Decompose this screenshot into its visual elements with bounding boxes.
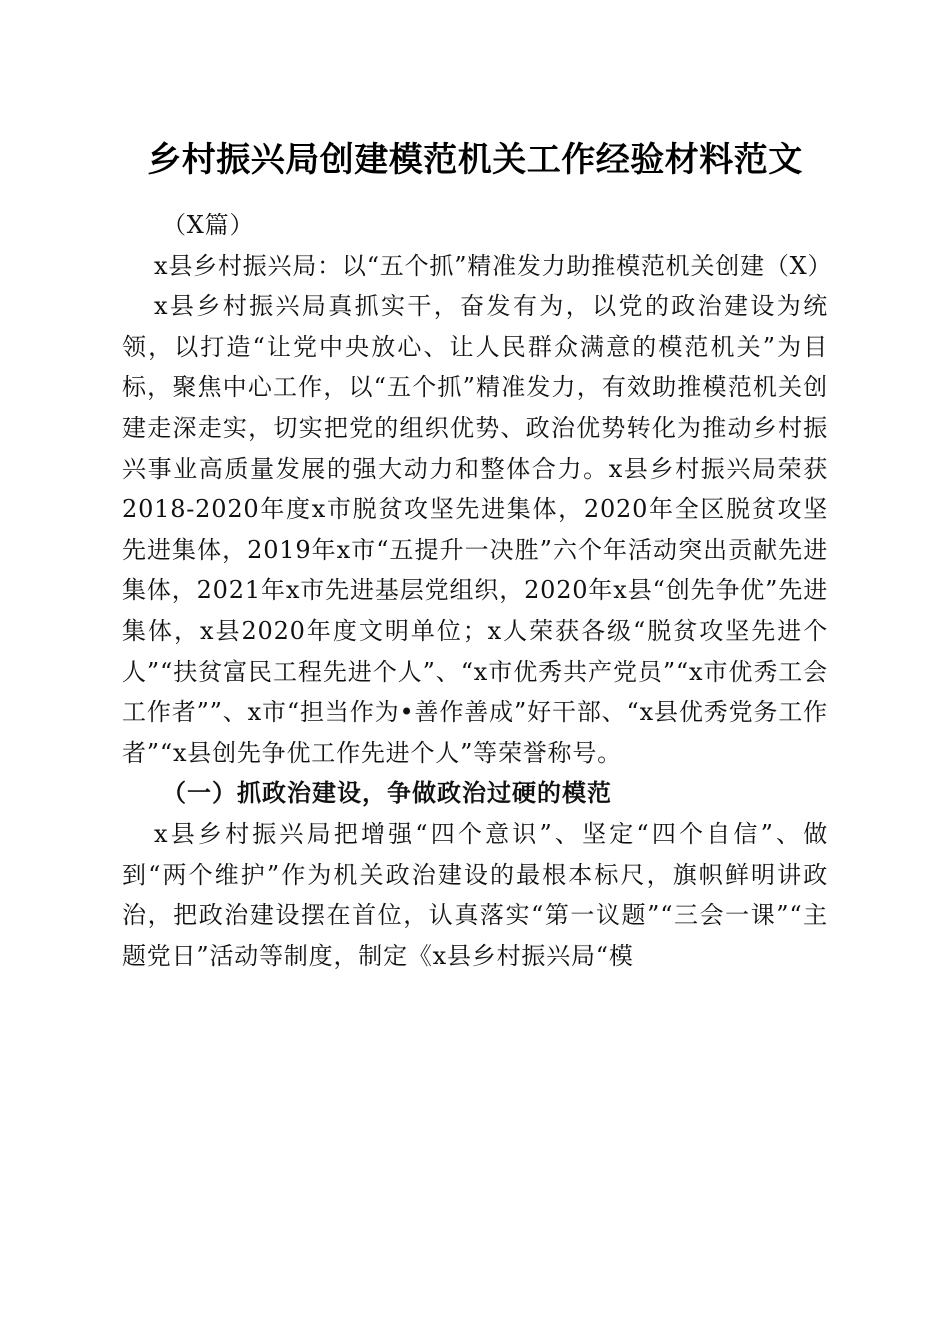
document-body — [122, 205, 833, 976]
section-heading: （一）抓政治建设，争做政治过硬的模范 — [162, 779, 612, 808]
document-title: 乡村振兴局创建模范机关工作经验材料范文 — [147, 140, 803, 180]
document-label: （X篇） — [162, 211, 255, 239]
intro-paragraph: x县乡村振兴局真抓实干，奋发有为，以党的政治建设为统领，以打造“让党中央放心、让人民群众满意的模范机关”为目标，聚焦中心工作，以“五个抓”精准发力，有效助推模范机关创建走深走实，切实把党的组织优势、政治优势转化为推动乡村振兴事业高质量发展的强大动力和整体合力。x县乡村振兴局荣获2018-2020年度x市脱贫攻坚先进集体，2020年全区脱贫攻坚先进集体，2019年x市“五提升一决胜”六个年活动突出贡献先进集体，2021年x市先进基层党组织，2020年x县“创先争优”先进集体，x县2020年度文明单位；x人荣获各级“脱贫攻坚先进个人”“扶贫富民工程先进个人”、“x市优秀共产党员”“x市优秀工会工作者””、x市“担当作为•善作善成”好干部、“x县优秀党务工作者”“x县创先争优工作先进个人”等荣誉称号。 — [122, 292, 828, 767]
document-subtitle: x县乡村振兴局：以“五个抓”精准发力助推模范机关创建（X） — [154, 251, 833, 280]
section-paragraph: x县乡村振兴局把增强“四个意识”、坚定“四个自信”、做到“两个维护”作为机关政治建设的最根本标尺，旗帜鲜明讲政治，把政治建设摆在首位，认真落实“第一议题”“三会一课”“主题党日”活动等制度，制定《x县乡村振兴局“模 — [122, 819, 828, 970]
